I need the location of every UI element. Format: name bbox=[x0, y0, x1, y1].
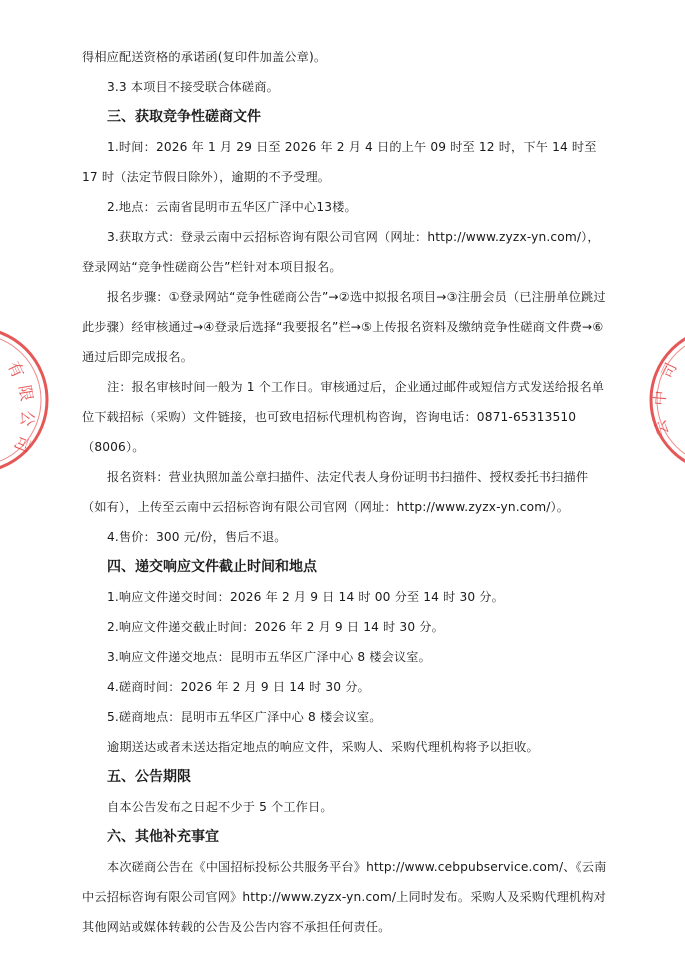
section-heading-obtain-documents: 三、获取竞争性磋商文件 bbox=[107, 109, 261, 125]
paragraph-period: 自本公告发布之日起不少于 5 个工作日。 bbox=[107, 800, 333, 814]
paragraph-no-consortium: 3.3 本项目不接受联合体磋商。 bbox=[107, 80, 279, 94]
svg-text:有: 有 bbox=[3, 358, 28, 381]
svg-text:司: 司 bbox=[657, 359, 681, 382]
svg-text:云: 云 bbox=[651, 418, 673, 438]
svg-text:司: 司 bbox=[10, 432, 35, 455]
section-heading-announcement-period: 五、公告期限 bbox=[107, 769, 191, 785]
section-heading-submission: 四、递交响应文件截止时间和地点 bbox=[107, 559, 317, 575]
paragraph-negotiation-place: 5.磋商地点：昆明市五华区广泽中心 8 楼会议室。 bbox=[107, 710, 382, 724]
left-company-seal bbox=[0, 330, 52, 470]
paragraph-publication: 本次磋商公告在《中国招标投标公共服务平台》http://www.cebpubservice.com/、《云南中云招标咨询有限公司官网》http://www.zyzx-yn.com/上同时发布。采购人及采购代理机构对其他网站或媒体转载的公告及公告内容不承担任何责任。 bbox=[82, 860, 607, 934]
section-heading-other-matters: 六、其他补充事宜 bbox=[107, 829, 219, 845]
paragraph-note: 注：报名审核时间一般为 1 个工作日。审核通过后，企业通过邮件或短信方式发送给报名单位下载招标（采购）文件链接，也可致电招标代理机构咨询，咨询电话：0871-65313510（8006）。 bbox=[82, 380, 605, 454]
paragraph-registration-steps: 报名步骤：①登录网站“竞争性磋商公告”→②选中拟报名项目→③注册会员（已注册单位跳过此步骤）经审核通过→④登录后选择“我要报名”栏→⑤上传报名资料及缴纳竞争性磋商文件费→⑥通过后即完成报名。 bbox=[82, 290, 606, 364]
paragraph-price: 4.售价：300 元/份，售后不退。 bbox=[107, 530, 287, 544]
paragraph-submission-time: 1.响应文件递交时间：2026 年 2 月 9 日 14 时 00 分至 14 时 30 分。 bbox=[107, 590, 504, 604]
paragraph-commitment-letter: 得相应配送资格的承诺函(复印件加盖公章)。 bbox=[82, 50, 327, 64]
svg-text:公: 公 bbox=[17, 409, 38, 428]
right-company-seal bbox=[645, 330, 685, 470]
paragraph-late-submission: 逾期送达或者未送达指定地点的响应文件，采购人、采购代理机构将予以拒收。 bbox=[107, 740, 539, 754]
paragraph-submission-place: 3.响应文件递交地点：昆明市五华区广泽中心 8 楼会议室。 bbox=[107, 650, 431, 664]
paragraph-registration-materials: 报名资料：营业执照加盖公章扫描件、法定代表人身份证明书扫描件、授权委托书扫描件（如有），上传至云南中云招标咨询有限公司官网（网址：http://www.zyzx-yn.com/）。 bbox=[82, 470, 589, 514]
svg-text:中: 中 bbox=[650, 389, 670, 407]
paragraph-negotiation-time: 4.磋商时间：2026 年 2 月 9 日 14 时 30 分。 bbox=[107, 680, 370, 694]
paragraph-submission-deadline: 2.响应文件递交截止时间：2026 年 2 月 9 日 14 时 30 分。 bbox=[107, 620, 444, 634]
svg-text:限: 限 bbox=[15, 383, 37, 403]
paragraph-method: 3.获取方式：登录云南中云招标咨询有限公司官网（网址：http://www.zyzx-yn.com/），登录网站“竞争性磋商公告”栏针对本项目报名。 bbox=[82, 230, 600, 274]
paragraph-location: 2.地点：云南省昆明市五华区广泽中心13楼。 bbox=[107, 200, 357, 214]
paragraph-time: 1.时间：2026 年 1 月 29 日至 2026 年 2 月 4 日的上午 09 时至 12 时，下午 14 时至 17 时（法定节假日除外），逾期的不予受理。 bbox=[82, 140, 597, 184]
